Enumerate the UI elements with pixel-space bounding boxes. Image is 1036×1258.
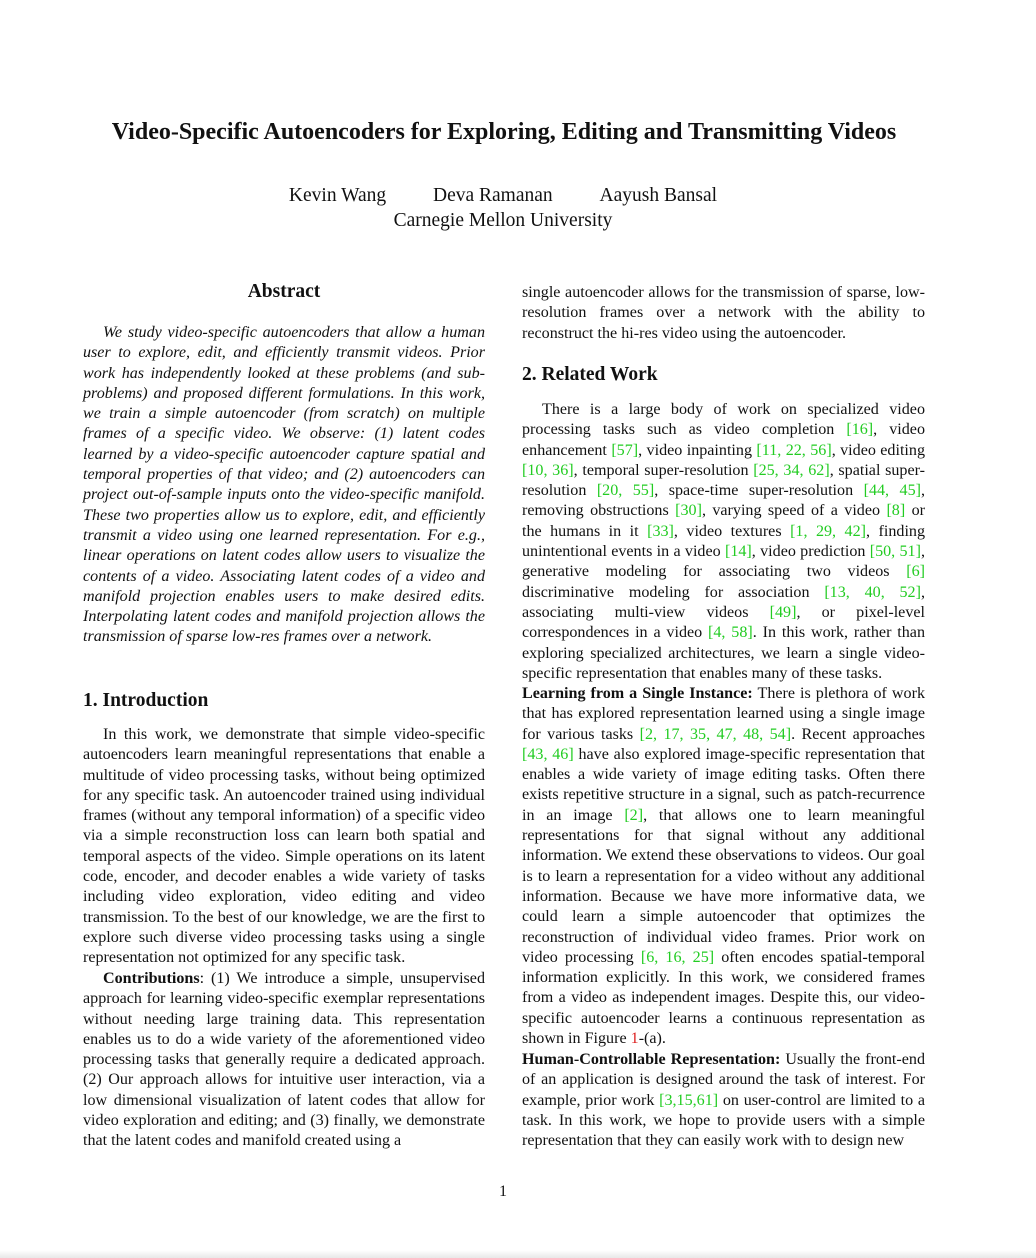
author-name: Kevin Wang [288, 185, 387, 206]
citation-link[interactable]: [33] [647, 522, 674, 540]
citation-link[interactable]: [13, 40, 52] [824, 583, 921, 601]
citation-link[interactable]: [11, 22, 56] [756, 441, 832, 459]
citation-link[interactable]: [20, 55] [596, 482, 655, 500]
citation-link[interactable]: [8] [886, 502, 906, 520]
single-instance-body: There is plethora of work that has explored representation learned using a single image for various tasks [2, 17, 35, 47, 48, 54]. Recent approaches [43, 46] have also explored image-specific representation that enables a wide variety of image editing tasks. Often there exists repetitive structure in a signal, such as patch-recurrence in an image [2], that allows one to learn meaningful representations for that signal without any additional information. We extend these observations to videos. Our goal is to learn a representation for a video without any additional information. Because we have more informative data, we could learn a simple autoencoder that optimizes the reconstruction of individual video frames. Prior work on video processing [6, 16, 25] often encodes spatial-temporal information explicitly. In this work, we considered frames from a video as independent images. Despite this, our video-specific autoencoder learns a continuous representation as shown in Figure 1-(a). [522, 685, 926, 1048]
abstract-text: We study video-specific autoencoders that allow a human user to explore, edit, and efficiently transmit videos. Prior work has independently looked at these problems (and sub-problems) and proposed different formulations. In this work, we train a simple autoencoder (from scratch) on multiple frames of a specific video. We observe: (1) latent codes learned by a video-specific autoencoder capture spatial and temporal properties of that video; and (2) autoencoders can project out-of-sample inputs onto the video-specific manifold. These two properties allow us to explore, edit, and efficiently transmit a video using one learned representation. For e.g., linear operations on latent codes allow users to visualize the contents of a video. Associating latent codes of a video and manifold projection enables users to make desired edits. Interpolating latent codes and manifold projection allows the transmission of sparse low-res frames over a network. [83, 324, 485, 646]
citation-link[interactable]: [2, 17, 35, 47, 48, 54] [639, 725, 792, 743]
author-list [0, 184, 1006, 208]
related-work-heading: 2. Related Work [522, 364, 658, 385]
figure-reference-link[interactable]: 1 [630, 1030, 639, 1048]
paper-title: Video-Specific Autoencoders for Exploring, Editing and Transmitting Videos [111, 119, 897, 145]
single-instance-lead: Learning from a Single Instance: [522, 685, 753, 702]
citation-link[interactable]: [44, 45] [863, 482, 921, 500]
citation-link[interactable]: [3,15,61] [659, 1091, 719, 1109]
introduction-heading: 1. Introduction [83, 690, 209, 711]
continued-paragraph: single autoencoder allows for the transmission of sparse, low-resolution frames over a network with the ability to reconstruct the hi-res video using the autoencoder. [522, 284, 925, 342]
related-work-paragraph: There is a large body of work on specialized video processing tasks such as video completion [16], video enhancement [57], video inpainting [11, 22, 56], video editing [10, 36], temporal super-resolution [25, 34, 62], spatial super-resolution [20, 55], space-time super-resolution [44, 45], removing obstructions [30], varying speed of a video [8] or the humans in it [33], video textures [1, 29, 42], finding unintentional events in a video [14], video prediction [50, 51], generative modeling for associating two videos [6] discriminative modeling for association [13, 40, 52], associating multi-view videos [49], or pixel-level correspondences in a video [4, 58]. In this work, rather than exploring specialized architectures, we learn a single video-specific representation that enables many of these tasks. [522, 401, 926, 682]
citation-link[interactable]: [43, 46] [522, 745, 574, 763]
author-name: Aayush Bansal [599, 185, 718, 206]
author-name: Deva Ramanan [432, 185, 553, 206]
page-number: 1 [498, 1183, 508, 1200]
citation-link[interactable]: [30] [675, 502, 702, 520]
citation-link[interactable]: [4, 58] [708, 624, 753, 642]
contributions-lead: Contributions [103, 970, 200, 987]
introduction-paragraph: In this work, we demonstrate that simple video-specific autoencoders learn meaningful representations that enable a multitude of video processing tasks, without being optimized for any specific task. An autoencoder trained using individual frames (without any temporal information) of a specific video via a simple reconstruction loss can learn both spatial and temporal aspects of the video. Simple operations on its latent code, encoder, and decoder enables a wide variety of tasks including video exploration, video editing and video transmission. To the best of our knowledge, we are the first to explore such diverse video processing tasks using a single representation not optimized for any specific task. [83, 726, 485, 967]
citation-link[interactable]: [6] [906, 563, 925, 581]
contributions-paragraph [83, 969, 485, 1152]
human-controllable-body: Usually the front-end of an application is designed around the task of interest. For example, prior work [3,15,61] on user-control are limited to a task. In this work, we hope to provide users with a simple representation that they can easily work with to design new [522, 1051, 925, 1150]
single-instance-paragraph [522, 684, 925, 1049]
citation-link[interactable]: [14] [724, 543, 752, 561]
citation-link[interactable]: [6, 16, 25] [640, 948, 715, 966]
abstract-heading: Abstract [247, 281, 321, 302]
citation-link[interactable]: [10, 36] [522, 461, 574, 479]
citation-link[interactable]: [1, 29, 42] [790, 522, 867, 540]
citation-link[interactable]: [57] [611, 441, 639, 459]
contributions-text: : (1) We introduce a simple, unsupervised approach for learning video-specific exemplar representations without needing large training data. This representation enables us to do a wide variety of the aforementioned video processing tasks that generally require a dedicated approach. (2) Our approach allows for intuitive user interaction, via a low dimensional visualization of latent codes that allow for video exploration and editing; and (3) finally, we demonstrate that the latent codes and manifold created using a [83, 970, 485, 1150]
affiliation: Carnegie Mellon University [393, 210, 613, 231]
citation-link[interactable]: [16] [846, 421, 874, 439]
page-bottom-edge [0, 1250, 1036, 1258]
human-controllable-paragraph [522, 1050, 925, 1151]
citation-link[interactable]: [49] [769, 603, 797, 621]
citation-link[interactable]: [2] [624, 806, 644, 824]
citation-link[interactable]: [50, 51] [869, 543, 921, 561]
human-controllable-lead: Human-Controllable Representation: [522, 1051, 781, 1068]
citation-link[interactable]: [25, 34, 62] [753, 461, 830, 479]
